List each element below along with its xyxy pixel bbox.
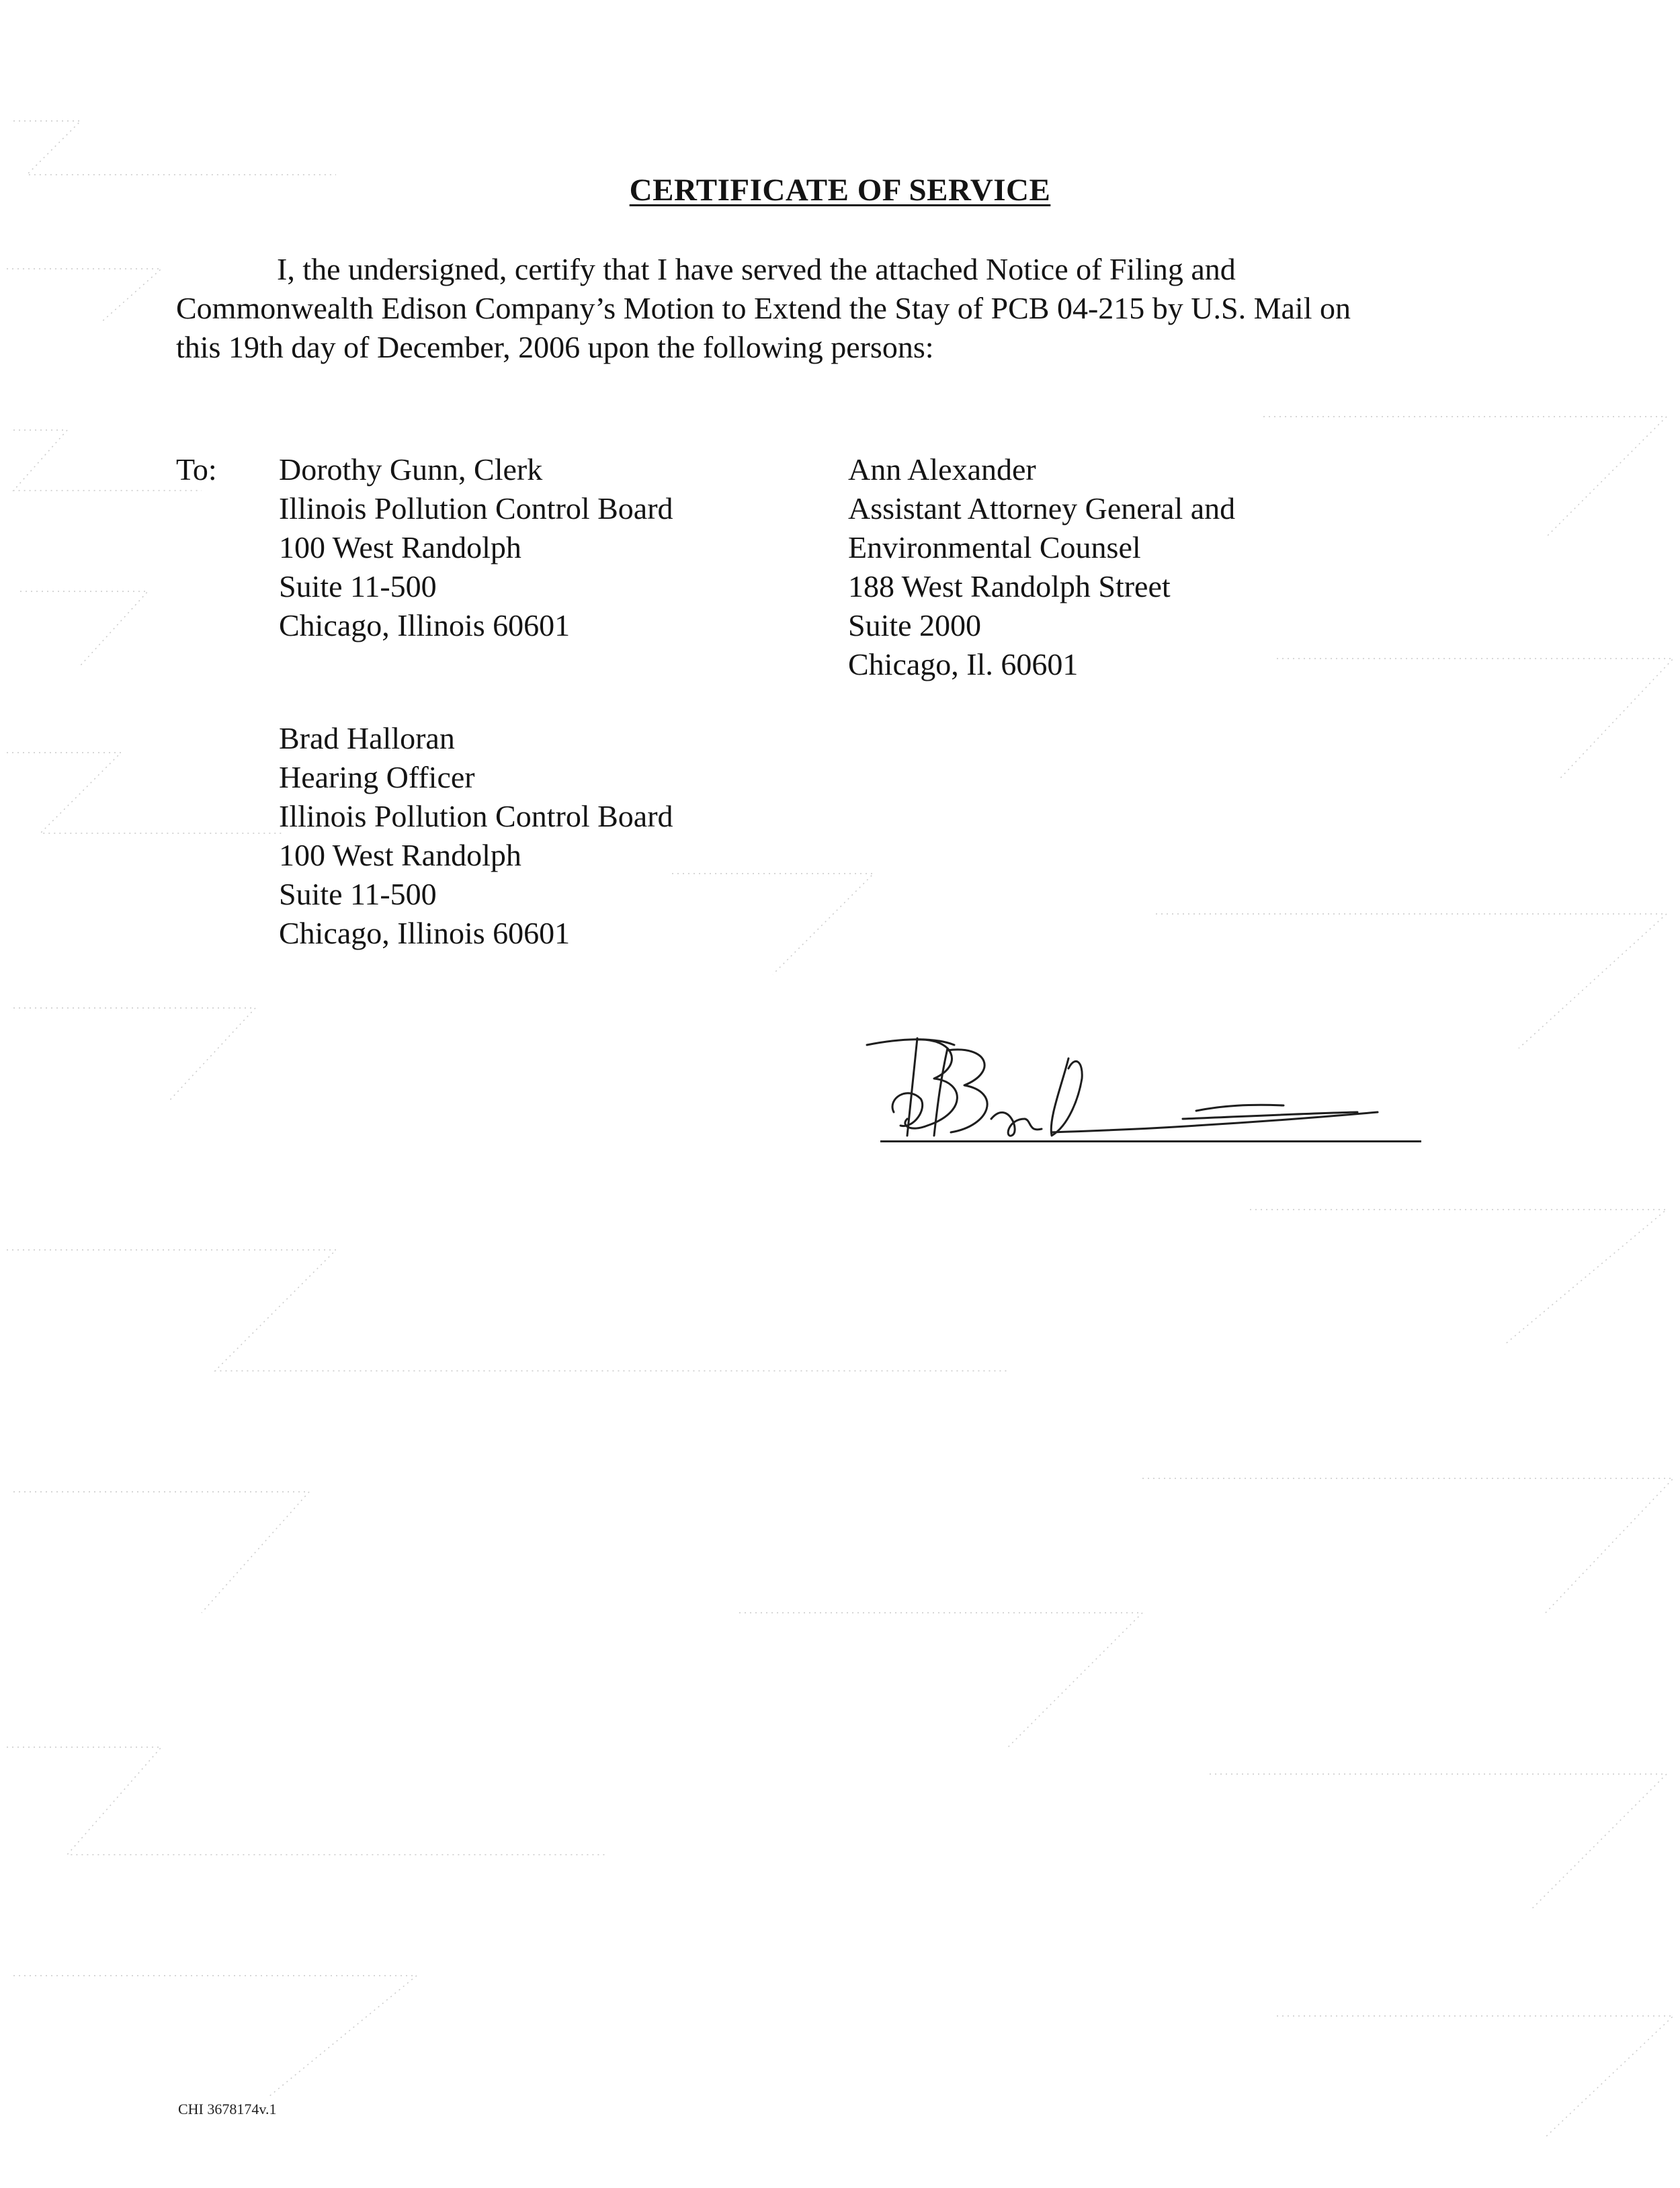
recipient-address-block [279,719,673,953]
recipient-address-block [279,450,673,645]
paragraph-line: this 19th day of December, 2006 upon the following persons: [176,330,934,364]
recipient-name: Dorothy Gunn, Clerk [279,452,543,487]
address-line: Suite 2000 [848,608,982,642]
certification-paragraph [176,250,1507,367]
paragraph-line: I, the undersigned, certify that I have served the attached Notice of Filing and [277,252,1236,286]
to-label: To: [176,452,217,487]
address-line: Suite 11-500 [279,569,437,603]
recipient-name: Brad Halloran [279,721,455,755]
address-line: Hearing Officer [279,760,475,794]
document-id: CHI 3678174v.1 [178,2101,277,2117]
recipient-address-block [848,450,1235,684]
address-line: Chicago, Illinois 60601 [279,916,571,950]
address-line: 100 West Randolph [279,838,521,872]
signature-line [880,1140,1421,1142]
handwritten-signature [847,1018,1425,1152]
address-line: 188 West Randolph Street [848,569,1171,603]
address-line: Chicago, Illinois 60601 [279,608,571,642]
address-line: Environmental Counsel [848,530,1141,564]
address-line: Illinois Pollution Control Board [279,491,673,525]
address-line: Suite 11-500 [279,877,437,911]
page-title: CERTIFICATE OF SERVICE [629,173,1051,208]
address-line: Chicago, Il. 60601 [848,647,1079,681]
address-line: Illinois Pollution Control Board [279,799,673,833]
paragraph-line: Commonwealth Edison Company’s Motion to Extend the Stay of PCB 04-215 by U.S. Mail on [176,291,1351,325]
address-line: 100 West Randolph [279,530,521,564]
recipient-name: Ann Alexander [848,452,1036,487]
address-line: Assistant Attorney General and [848,491,1236,525]
